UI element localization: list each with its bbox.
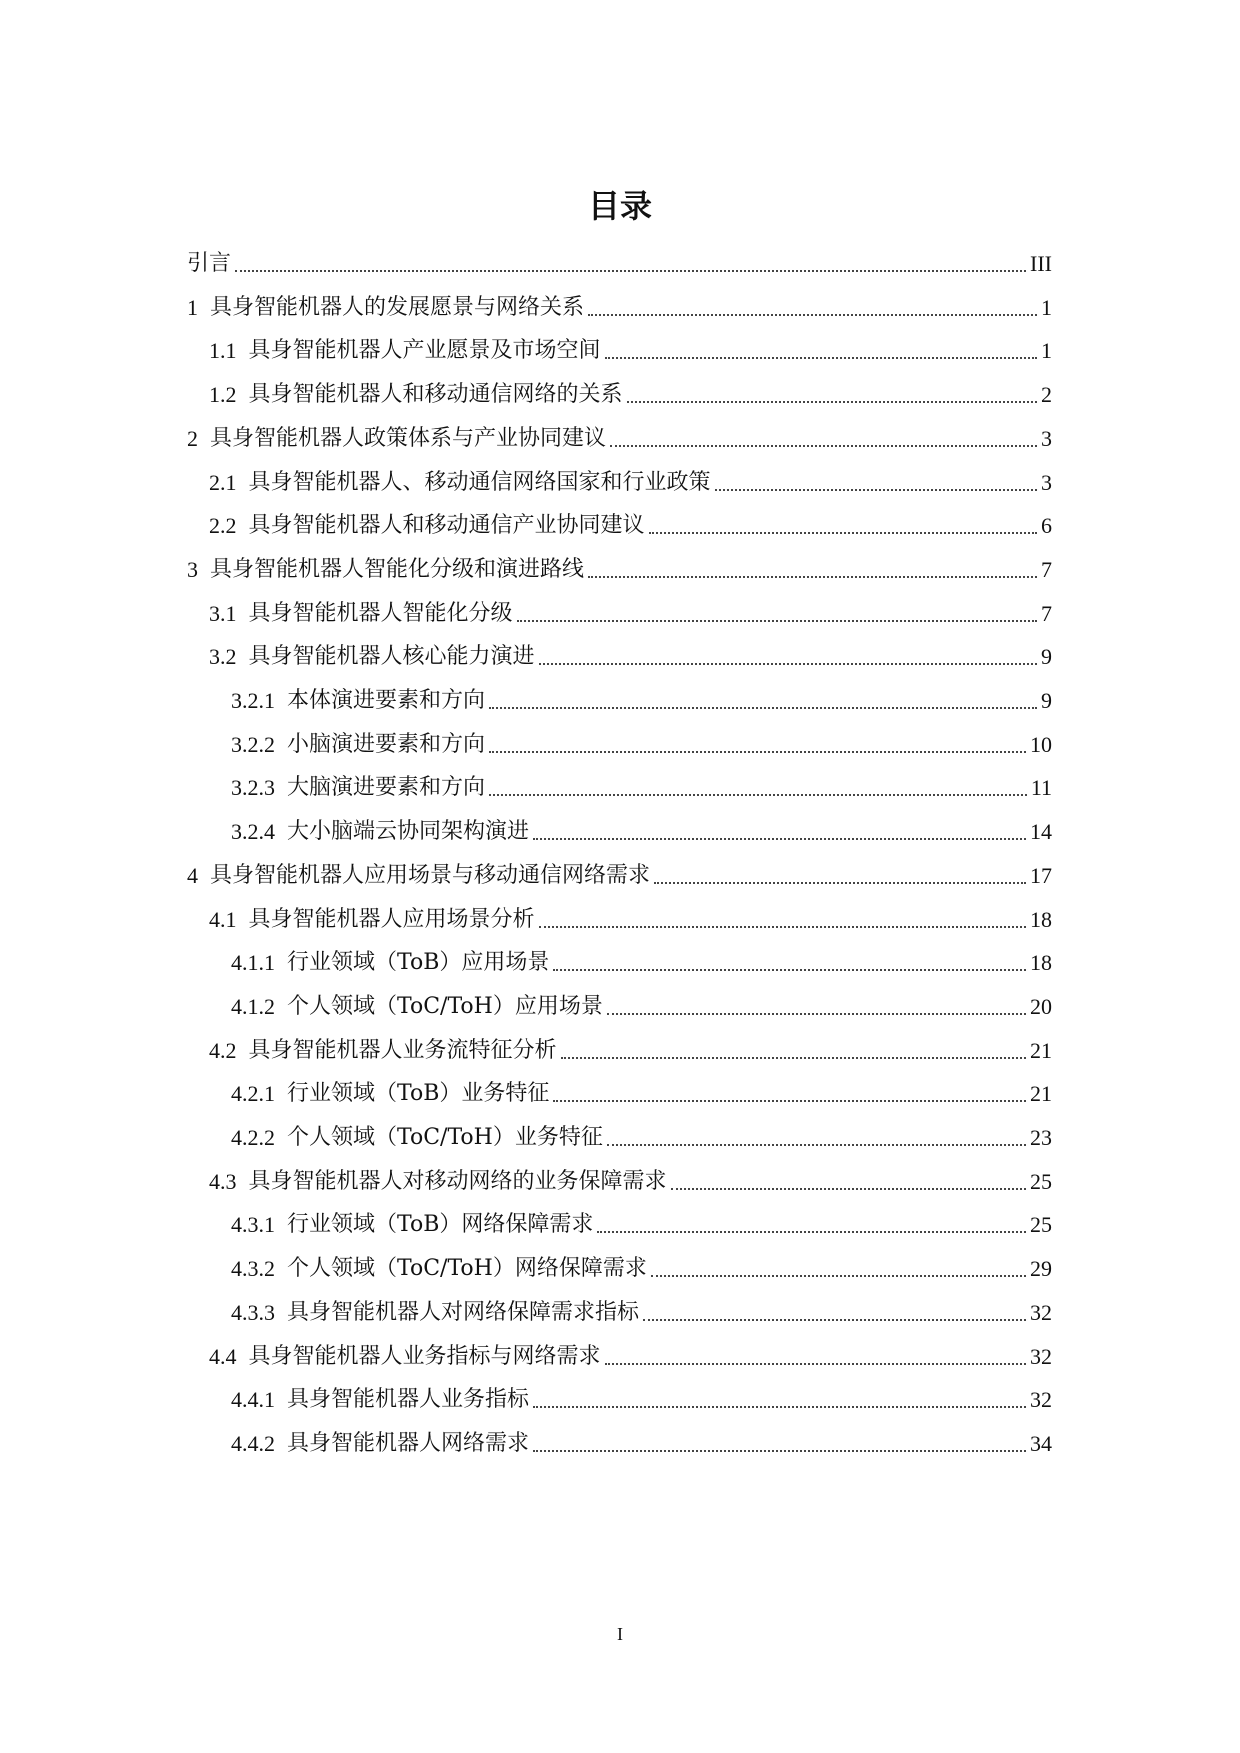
toc-entry-title: 具身智能机器人应用场景分析 [248,906,535,932]
toc-entry[interactable] [231,1292,1052,1328]
toc-entry[interactable] [231,811,1052,847]
toc-entry-title: 具身智能机器人对移动网络的业务保障需求 [248,1168,667,1194]
toc-entry-number: 4.1 [209,906,237,932]
toc-entry-page: 17 [1030,862,1052,888]
toc-entry-title: 具身智能机器人业务指标与网络需求 [248,1343,601,1369]
toc-entry-number: 4.4.1 [231,1387,275,1413]
toc-dot-leader [561,1057,1026,1059]
toc-entry-page: 25 [1030,1168,1052,1194]
toc-entry-number: 4.4 [209,1343,237,1369]
toc-dot-leader [651,1275,1026,1277]
toc-entry[interactable] [187,418,1052,454]
toc-entry[interactable] [209,330,1052,366]
toc-dot-leader [553,1100,1026,1102]
toc-entry[interactable] [187,855,1052,891]
toc-dot-leader [533,838,1026,840]
toc-entry-title: 具身智能机器人网络需求 [287,1430,530,1456]
toc-dot-leader [597,1231,1026,1233]
toc-entry-title: 小脑演进要素和方向 [287,731,486,757]
toc-dot-leader [533,1406,1026,1408]
toc-entry-title: 个人领域（ToC/ToH）网络保障需求 [287,1256,647,1282]
toc-entry-number: 1.1 [209,338,237,364]
toc-entry-page: 18 [1030,906,1052,932]
toc-dot-leader [610,445,1037,447]
toc-entry-title: 具身智能机器人业务指标 [287,1387,530,1413]
toc-entry-page: 9 [1041,644,1052,670]
toc-dot-leader [607,1013,1026,1015]
toc-entry-title: 具身智能机器人应用场景与移动通信网络需求 [210,862,651,888]
toc-entry-number: 3.2.3 [231,775,275,801]
toc-entry-number: 4.1.1 [231,950,275,976]
toc-entry-title: 具身智能机器人业务流特征分析 [248,1037,557,1063]
toc-entry-number: 3.2.1 [231,688,275,713]
toc-entry-page: 1 [1041,338,1052,364]
toc-entry-page: 11 [1030,775,1052,801]
toc-entry-number: 4.2.1 [231,1081,275,1107]
toc-entry-page: 3 [1041,425,1052,451]
toc-entry-title: 行业领域（ToB）网络保障需求 [287,1212,594,1238]
toc-entry-page: 14 [1030,819,1052,845]
toc-entry[interactable] [231,1379,1052,1415]
toc-entry-number: 4.3.1 [231,1212,275,1238]
toc-dot-leader [588,314,1037,316]
toc-entry-number: 3.2.4 [231,819,275,845]
toc-dot-leader [539,663,1037,665]
toc-entry[interactable] [209,462,1052,498]
toc-entry-page: 2 [1041,382,1052,408]
toc-dot-leader [588,576,1037,578]
toc-entry-title: 具身智能机器人智能化分级和演进路线 [210,556,585,582]
toc-entry-title: 具身智能机器人的发展愿景与网络关系 [210,294,585,320]
toc-entry-number: 4.2.2 [231,1125,275,1150]
toc-entry-number: 4.1.2 [231,993,275,1019]
toc-dot-leader [235,270,1026,272]
toc-dot-leader [539,926,1026,928]
toc-entry-title: 具身智能机器人和移动通信网络的关系 [248,382,623,408]
toc-entry-page: 34 [1030,1430,1052,1456]
toc-dot-leader [489,751,1026,753]
toc-entry-title: 行业领域（ToB）应用场景 [287,950,550,976]
toc-entry[interactable] [209,899,1052,935]
toc-entry-title: 具身智能机器人、移动通信网络国家和行业政策 [248,469,711,495]
toc-entry-number: 1.2 [209,382,237,408]
toc-dot-leader [715,489,1037,491]
toc-entry[interactable] [209,1161,1052,1197]
toc-entry[interactable] [209,505,1052,541]
toc-entry-page: 1 [1041,294,1052,320]
toc-entry-page: 3 [1041,469,1052,495]
toc-dot-leader [671,1188,1026,1190]
toc-dot-leader [489,794,1027,796]
toc-entry-title: 具身智能机器人政策体系与产业协同建议 [210,425,607,451]
toc-entry-number: 2.1 [209,469,237,495]
toc-dot-leader [605,1363,1026,1365]
toc-dot-leader [605,357,1037,359]
toc-entry[interactable] [231,680,1052,716]
toc-entry-number: 4.3.3 [231,1299,275,1325]
toc-entry-page: 25 [1030,1212,1052,1238]
toc-entry[interactable] [231,1073,1052,1109]
toc-entry-title: 个人领域（ToC/ToH）应用场景 [287,993,603,1019]
toc-dot-leader [654,882,1026,884]
toc-entry-number: 4.3 [209,1168,237,1194]
toc-entry-page: 32 [1030,1299,1052,1325]
toc-entry-number: 3.1 [209,600,237,626]
toc-entry[interactable] [209,374,1052,410]
toc-entry-number: 4 [187,862,198,888]
toc-entry-page: 32 [1030,1387,1052,1413]
toc-entry[interactable] [231,1423,1052,1459]
toc-entry-number: 3.2.2 [231,731,275,757]
toc-entry-number: 3 [187,556,198,582]
toc-entry-number: 3.2 [209,644,237,670]
toc-entry-page: 21 [1030,1081,1052,1107]
toc-entry[interactable] [187,549,1052,585]
toc-entry-title: 具身智能机器人智能化分级 [248,600,513,626]
toc-entry-page: 29 [1030,1256,1052,1282]
toc-entry-title: 大小脑端云协同架构演进 [287,819,530,845]
toc-entry[interactable] [231,1117,1052,1153]
toc-entry[interactable] [209,1336,1052,1372]
toc-entry-number: 4.2 [209,1037,237,1063]
page-number: I [617,1624,623,1644]
toc-title: 目录 [587,187,652,225]
toc-entry-page: III [1030,251,1052,276]
toc-dot-leader [607,1144,1026,1146]
toc-dot-leader [553,969,1026,971]
toc-entry-title: 行业领域（ToB）业务特征 [287,1081,550,1107]
toc-entry-number: 2 [187,425,198,451]
toc-entry-number: 2.2 [209,513,237,539]
toc-dot-leader [649,532,1037,534]
toc-dot-leader [533,1450,1026,1452]
toc-entry-title: 具身智能机器人对网络保障需求指标 [287,1299,640,1325]
toc-entry-title: 具身智能机器人产业愿景及市场空间 [248,338,601,364]
toc-entry-title: 个人领域（ToC/ToH）业务特征 [287,1125,603,1150]
toc-entry[interactable] [187,243,1052,279]
toc-entry-page: 18 [1030,950,1052,976]
toc-entry-page: 21 [1030,1037,1052,1063]
toc-entry-title: 具身智能机器人核心能力演进 [248,644,535,670]
toc-entry[interactable] [231,1248,1052,1284]
toc-entry-page: 6 [1041,513,1052,539]
toc-entry-title: 大脑演进要素和方向 [287,775,486,801]
toc-entry-page: 7 [1041,556,1052,582]
toc-entry[interactable] [187,287,1052,323]
toc-dot-leader [489,707,1037,709]
toc-entry-title: 本体演进要素和方向 [287,688,486,713]
toc-entry[interactable] [209,1030,1052,1066]
toc-entry[interactable] [231,942,1052,978]
toc-entry-page: 9 [1041,688,1052,713]
toc-entry-number: 1 [187,294,198,320]
toc-entry-page: 7 [1041,600,1052,626]
toc-dot-leader [627,401,1037,403]
toc-entry[interactable] [231,1204,1052,1240]
toc-entry-number: 4.4.2 [231,1430,275,1456]
toc-entry-number: 4.3.2 [231,1256,275,1282]
toc-entry-page: 23 [1030,1125,1052,1150]
toc-entry[interactable] [231,767,1052,803]
toc-entry-title: 引言 [187,251,232,276]
toc-entry-page: 20 [1030,993,1052,1019]
toc-entry[interactable] [231,724,1052,760]
toc-entry[interactable] [209,636,1052,672]
toc-entry[interactable] [209,593,1052,629]
toc-entry-title: 具身智能机器人和移动通信产业协同建议 [248,513,645,539]
toc-entry[interactable] [231,986,1052,1022]
toc-entry-page: 10 [1030,731,1052,757]
toc-dot-leader [517,620,1037,622]
toc-entry-page: 32 [1030,1343,1052,1369]
toc-dot-leader [643,1319,1026,1321]
